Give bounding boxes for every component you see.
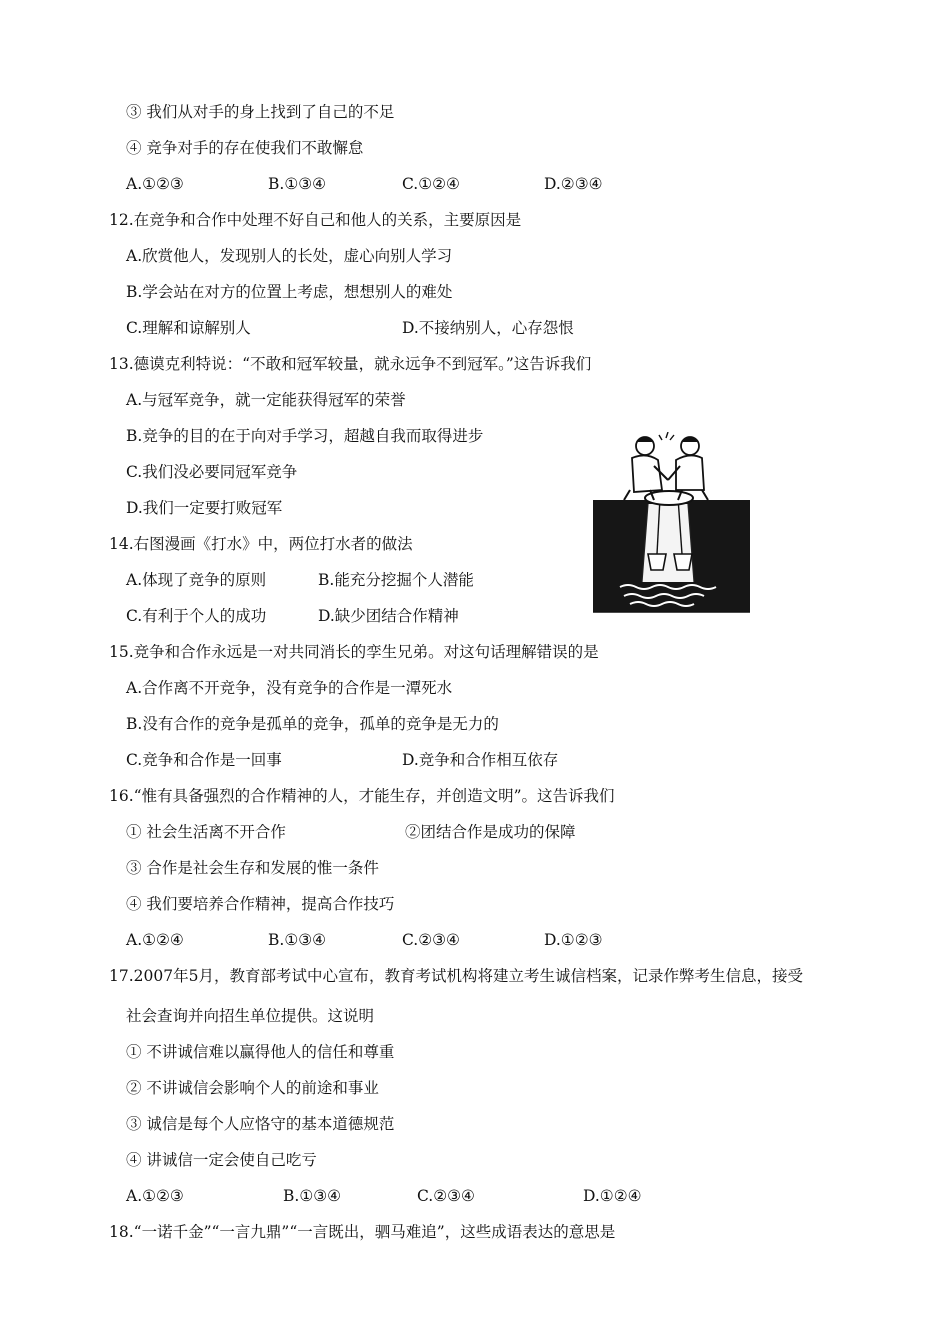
option-line: C.我们没必要同冠军竞争	[126, 463, 298, 481]
option-line: ① 不讲诚信难以赢得他人的信任和尊重	[126, 1043, 395, 1061]
option-line: A.与冠军竞争，就一定能获得冠军的荣誉	[126, 391, 406, 409]
option-line: B.没有合作的竞争是孤单的竞争，孤单的竞争是无力的	[126, 715, 499, 733]
question-stem: 17.2007年5月，教育部考试中心宣布，教育考试机构将建立考生诚信档案，记录作弊考生信息，接受	[109, 967, 803, 985]
answer-option: ②团结合作是成功的保障	[405, 823, 576, 841]
cartoon-well-illustration	[590, 432, 750, 614]
option-line: ② 不讲诚信会影响个人的前途和事业	[126, 1079, 379, 1097]
option-line: A.合作离不开竞争，没有竞争的合作是一潭死水	[126, 679, 453, 697]
answer-option: D.不接纳别人，心存怨恨	[402, 319, 574, 337]
answer-option: B.能充分挖掘个人潜能	[318, 571, 474, 589]
answer-option: D.②③④	[544, 175, 603, 193]
answer-option: D.①②④	[583, 1187, 642, 1205]
question-stem: 15.竞争和合作永远是一对共同消长的孪生兄弟。对这句话理解错误的是	[109, 643, 599, 661]
answer-option: D.缺少团结合作精神	[318, 607, 459, 625]
answer-option: C.②③④	[417, 1187, 475, 1205]
answer-option: A.①②③	[126, 175, 184, 193]
answer-option: C.理解和谅解别人	[126, 319, 251, 337]
answer-option: A.体现了竞争的原则	[126, 571, 267, 589]
option-line: A.欣赏他人，发现别人的长处，虚心向别人学习	[126, 247, 453, 265]
option-line: B.学会站在对方的位置上考虑，想想别人的难处	[126, 283, 453, 301]
answer-option: C.有利于个人的成功	[126, 607, 267, 625]
answer-option: B.①③④	[268, 931, 327, 949]
option-line: B.竞争的目的在于向对手学习，超越自我而取得进步	[126, 427, 484, 445]
option-line: ③ 我们从对手的身上找到了自己的不足	[126, 103, 395, 121]
option-line: ④ 讲诚信一定会使自己吃亏	[126, 1151, 317, 1169]
answer-option: A.①②④	[126, 931, 184, 949]
question-stem: 18.“一诺千金”“一言九鼎”“一言既出，驷马难追”，这些成语表达的意思是	[109, 1223, 616, 1241]
answer-option: D.竞争和合作相互依存	[402, 751, 559, 769]
question-stem: 12.在竞争和合作中处理不好自己和他人的关系，主要原因是	[109, 211, 522, 229]
answer-option: ① 社会生活离不开合作	[126, 823, 286, 841]
answer-option: C.竞争和合作是一回事	[126, 751, 282, 769]
option-line: ④ 我们要培养合作精神，提高合作技巧	[126, 895, 395, 913]
option-line: ③ 诚信是每个人应恪守的基本道德规范	[126, 1115, 395, 1133]
answer-option: A.①②③	[126, 1187, 184, 1205]
option-line: ④ 竞争对手的存在使我们不敢懈怠	[126, 139, 364, 157]
question-stem: 13.德谟克利特说：“不敢和冠军较量，就永远争不到冠军。”这告诉我们	[109, 355, 592, 373]
answer-option: C.①②④	[402, 175, 460, 193]
answer-option: B.①③④	[283, 1187, 342, 1205]
question-stem: 14.右图漫画《打水》中，两位打水者的做法	[109, 535, 413, 553]
option-line: D.我们一定要打败冠军	[126, 499, 283, 517]
answer-option: D.①②③	[544, 931, 603, 949]
question-stem: 16.“惟有具备强烈的合作精神的人，才能生存，并创造文明”。这告诉我们	[109, 787, 615, 805]
option-line: ③ 合作是社会生存和发展的惟一条件	[126, 859, 379, 877]
answer-option: B.①③④	[268, 175, 327, 193]
answer-option: C.②③④	[402, 931, 460, 949]
option-line: 社会查询并向招生单位提供。这说明	[126, 1007, 375, 1025]
